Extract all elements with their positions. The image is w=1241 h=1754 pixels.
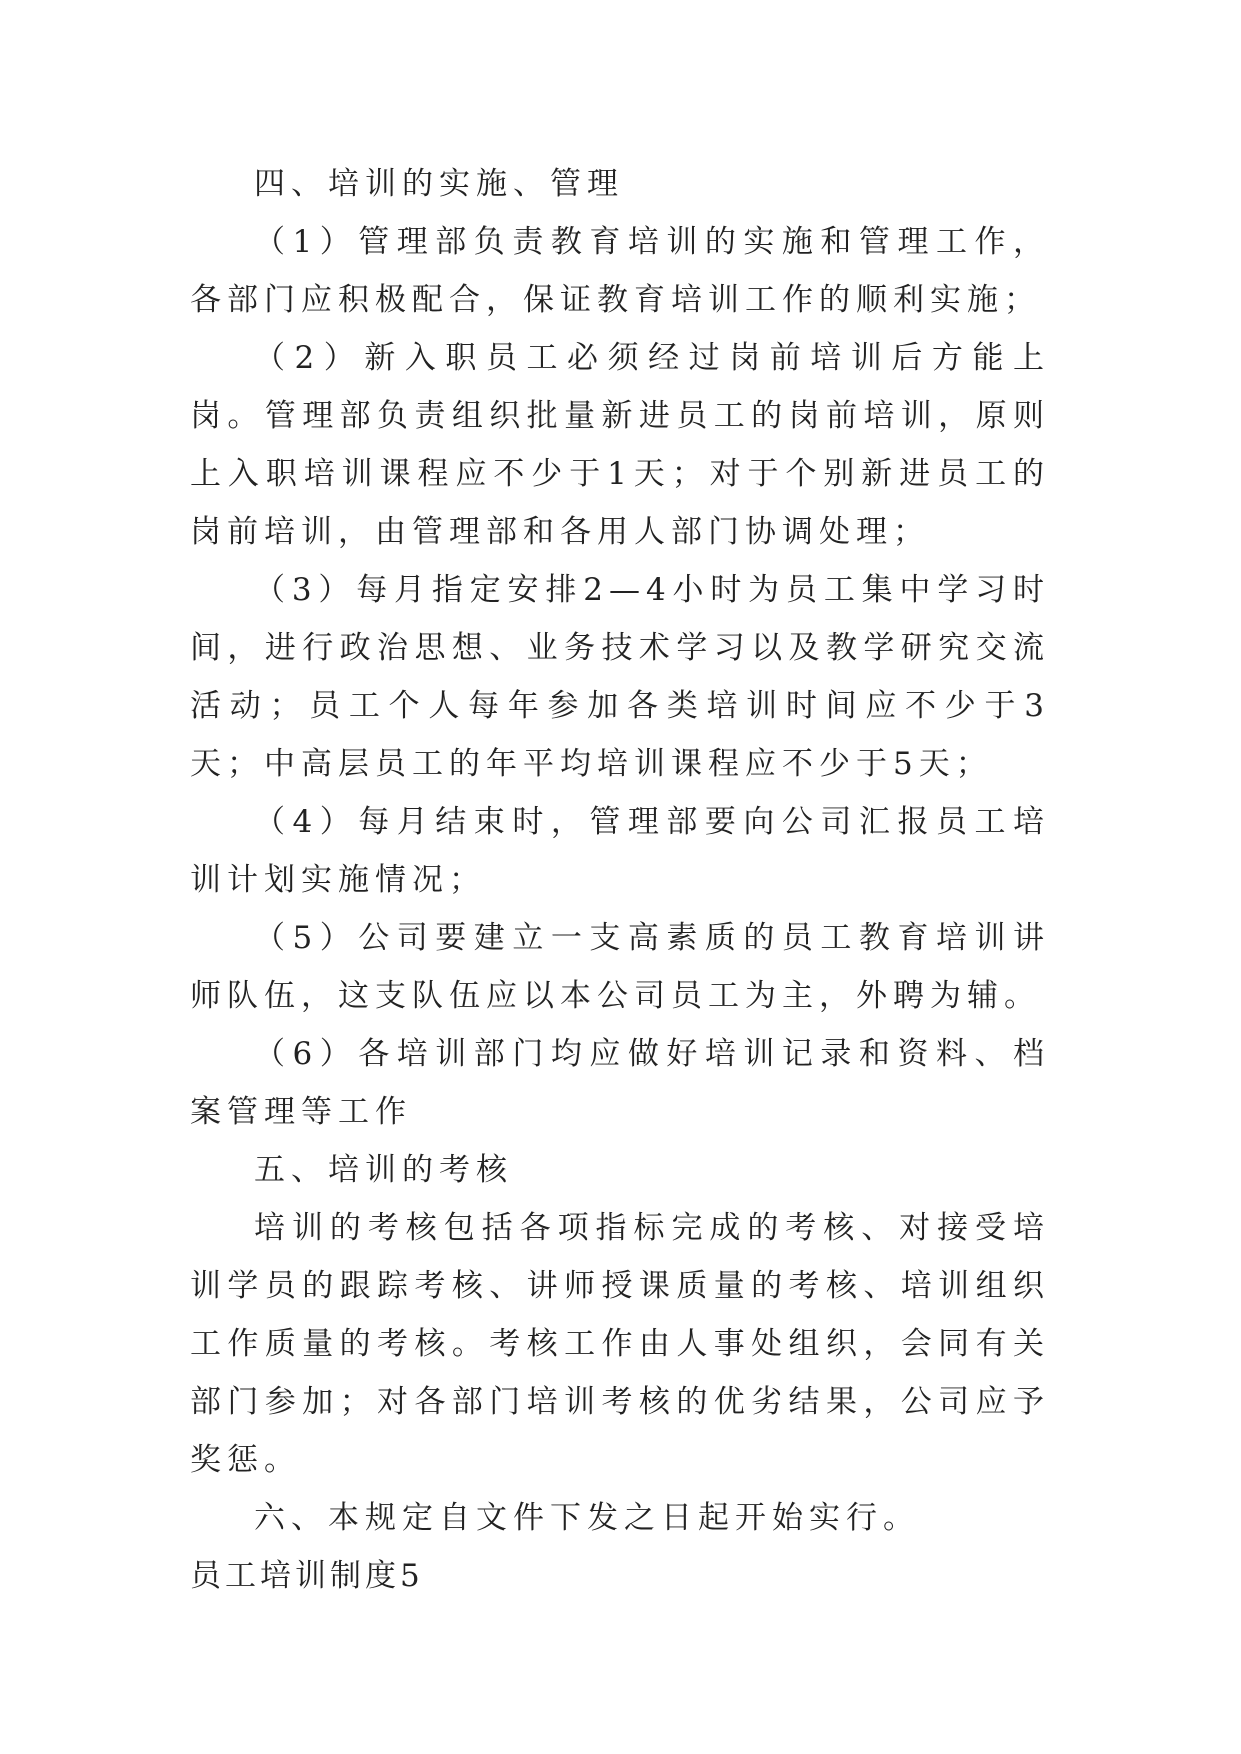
next-document-title: 员工培训制度5: [190, 1558, 424, 1594]
section-4-item-3: （3）每月指定安排2—4小时为员工集中学习时间，进行政治思想、业务技术学习以及教学研究交流活动；员工个人每年参加各类培训时间应不少于3天；中高层员工的年平均培训课程应不少于5天；: [190, 572, 1050, 782]
section-4-item-5: （5）公司要建立一支高素质的员工教育培训讲师队伍，这支队伍应以本公司员工为主，外聘为辅。: [190, 920, 1050, 1014]
section-4-item-6: （6）各培训部门均应做好培训记录和资料、档案管理等工作: [190, 1036, 1050, 1130]
section-4-heading: 四、培训的实施、管理: [254, 166, 624, 202]
section-4-item-4: （4）每月结束时，管理部要向公司汇报员工培训计划实施情况；: [190, 804, 1050, 898]
section-5-body: 培训的考核包括各项指标完成的考核、对接受培训学员的跟踪考核、讲师授课质量的考核、培训组织工作质量的考核。考核工作由人事处组织，会同有关部门参加；对各部门培训考核的优劣结果，公司应予奖惩。: [190, 1210, 1050, 1478]
section-4-item-2: （2）新入职员工必须经过岗前培训后方能上岗。管理部负责组织批量新进员工的岗前培训，原则上入职培训课程应不少于1天；对于个别新进员工的岗前培训，由管理部和各用人部门协调处理；: [190, 340, 1050, 550]
section-6-heading: 六、本规定自文件下发之日起开始实行。: [254, 1500, 920, 1536]
section-5-heading: 五、培训的考核: [254, 1152, 513, 1188]
section-4-item-1: （1）管理部负责教育培训的实施和管理工作，各部门应积极配合，保证教育培训工作的顺利实施；: [190, 224, 1050, 318]
document-body: [190, 155, 1050, 1605]
